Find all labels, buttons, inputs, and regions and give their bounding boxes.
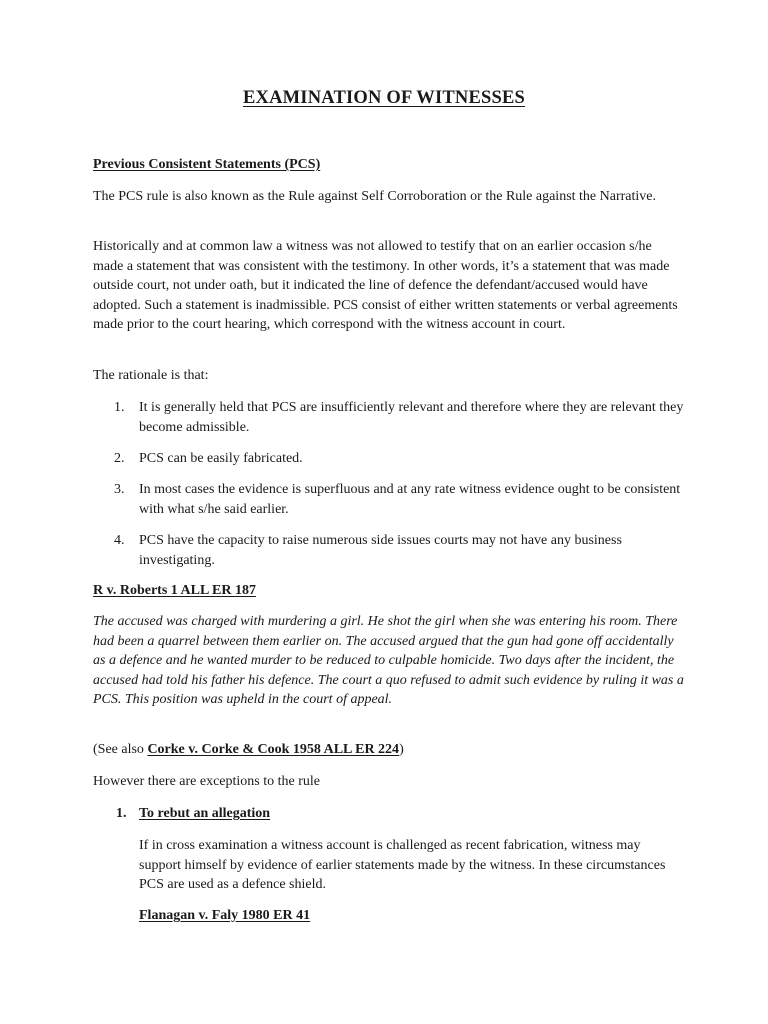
list-item: PCS have the capacity to raise numerous side issues courts may not have any business investigating.	[139, 533, 622, 568]
page-title: EXAMINATION OF WITNESSES	[242, 88, 526, 108]
case-heading-flanagan: Flanagan v. Faly 1980 ER 41	[139, 908, 311, 923]
case-summary-roberts: The accused was charged with murdering a girl. He shot the girl when she was entering his room. There had been a quarrel between them earlier on. The accused argued that the gun had gone off accidentally as a defence and he wanted murder to be reduced to culpable homicide. Two days after the incident, the accused had told his father his defence. The court a quo refused to admit such evidence by ruling it was a PCS. This position was upheld in the court of appeal.	[93, 614, 684, 707]
list-item-number: 2.	[114, 451, 125, 466]
section-heading: Previous Consistent Statements (PCS)	[93, 157, 321, 172]
list-item-number: 4.	[114, 533, 125, 548]
list-item-number: 3.	[114, 482, 125, 497]
case-reference-corke: Corke v. Corke & Cook 1958 ALL ER 224	[147, 742, 400, 757]
paragraph-history: Historically and at common law a witness was not allowed to testify that on an earlier occasion s/he made a statement that was consistent with the testimony. In other words, it’s a statement that was made outside court, not under oath, but it indicated the line of defence the defendant/accused would have adopted. Such a statement is inadmissible. PCS consist of either written statements or verbal agreements made prior to the court hearing, which correspond with the witness account in court.	[93, 239, 678, 332]
exception-heading: To rebut an allegation	[139, 806, 271, 821]
rationale-intro: The rationale is that:	[93, 368, 209, 383]
exceptions-intro: However there are exceptions to the rule	[93, 774, 321, 789]
list-item: It is generally held that PCS are insufficiently relevant and therefore where they are relevant they become admissible.	[139, 400, 684, 435]
see-also-prefix: (See also	[93, 742, 148, 757]
list-item: In most cases the evidence is superfluous and at any rate witness evidence ought to be consistent with what s/he said earlier.	[139, 482, 681, 517]
list-item-number: 1.	[114, 400, 125, 415]
exception-number: 1.	[116, 806, 127, 821]
see-also-suffix: )	[399, 742, 404, 757]
paragraph-pcs-rule: The PCS rule is also known as the Rule against Self Corroboration or the Rule against the Narrative.	[93, 189, 656, 204]
see-also-reference	[93, 740, 685, 760]
list-item: PCS can be easily fabricated.	[139, 451, 303, 466]
exception-text: If in cross examination a witness account is challenged as recent fabrication, witness may support himself by evidence of earlier statements made by the witness. In these circumstances PCS are used as a defence shield.	[139, 838, 666, 892]
case-heading-roberts: R v. Roberts 1 ALL ER 187	[93, 583, 256, 598]
